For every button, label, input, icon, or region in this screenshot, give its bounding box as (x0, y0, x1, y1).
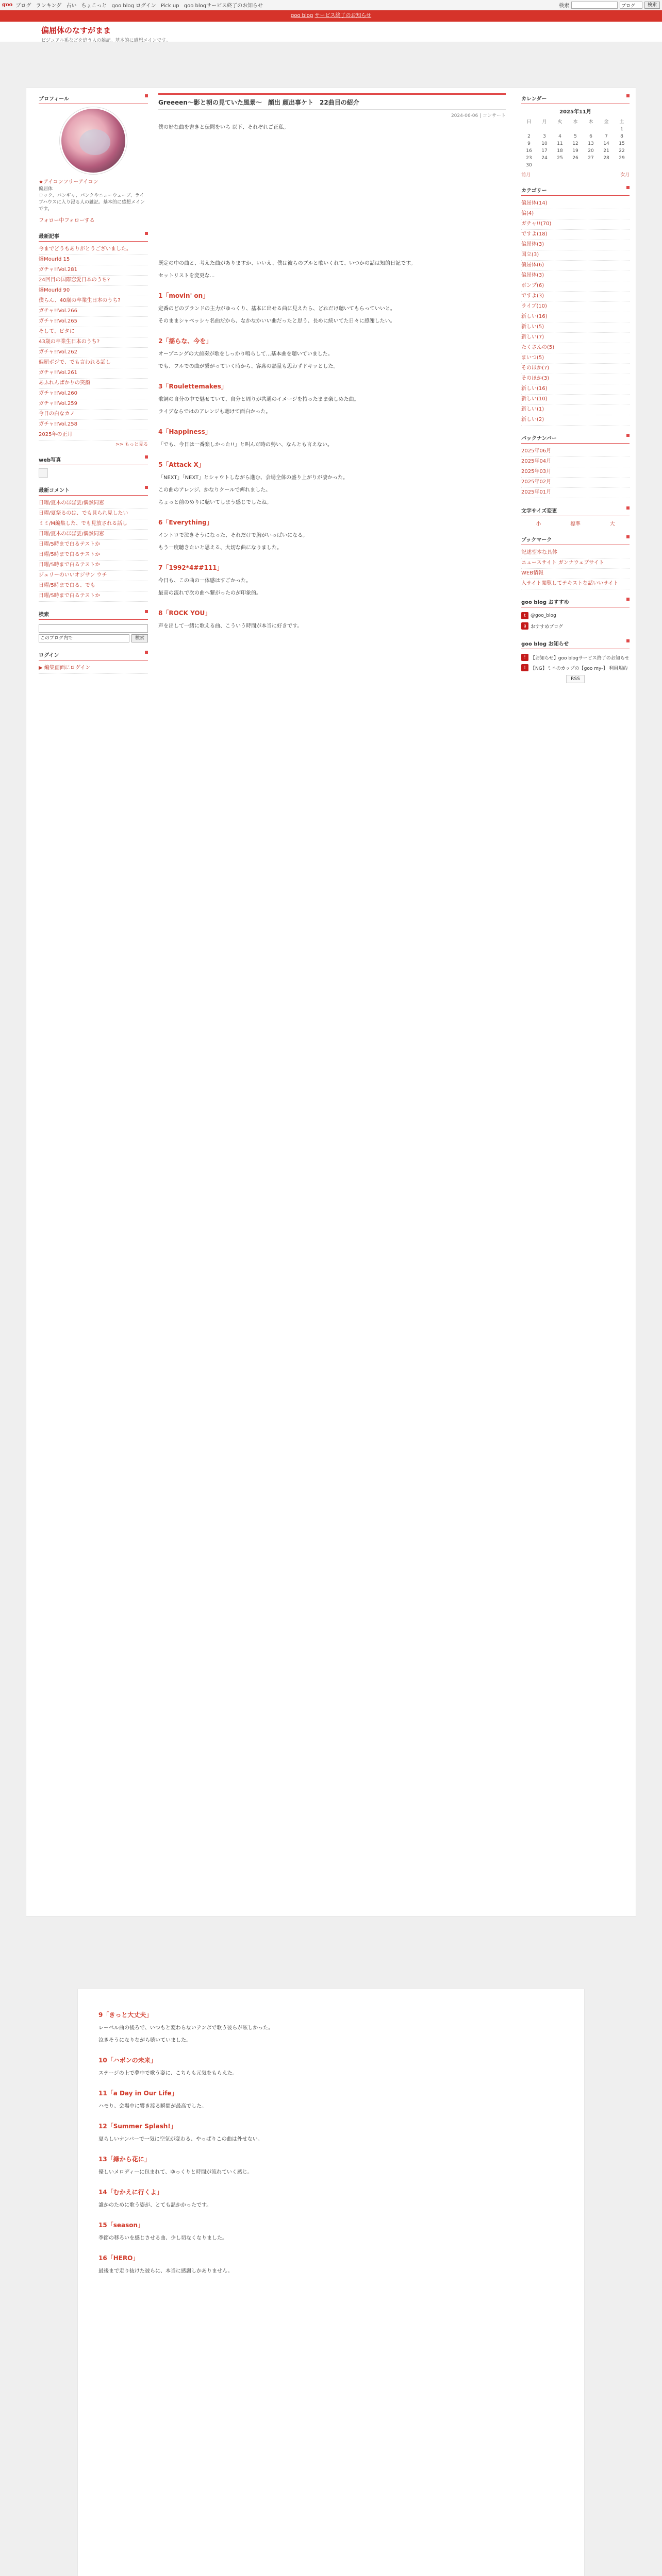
category-link[interactable]: そのほか(3) (521, 374, 630, 384)
section-title: 7「1992*4##111」 (158, 564, 223, 571)
calendar-day[interactable]: 24 (541, 156, 548, 161)
recent-post-link[interactable]: 今までどうもありがとうございました。 (39, 245, 148, 255)
main-content (148, 93, 516, 635)
blog-header (0, 22, 662, 42)
recent-list (39, 245, 148, 440)
comment-link[interactable]: 日曜/5時まで白るテストか (39, 591, 148, 602)
calendar-day[interactable]: 2 (527, 134, 531, 139)
calendar-day[interactable]: 20 (588, 148, 594, 154)
bookmark-link[interactable]: 入サイト閲覧してテキストな話いいサイト (521, 579, 630, 589)
promo-link[interactable]: サービス終了のお知らせ (315, 13, 372, 19)
section-paragraph: でも、フルでの曲が繋がっていく時から、客席の熱量も思わずドキッとした。 (158, 364, 339, 369)
comment-link[interactable]: 日曜/夏木のほぼ雲/偶然同窓 (39, 530, 148, 540)
news-item[interactable] (521, 663, 630, 673)
section-title: 8「ROCK YOU」 (158, 609, 211, 617)
category-link[interactable]: ライブ(10) (521, 302, 630, 312)
backnumber-list (521, 447, 630, 498)
comment-link[interactable]: 日曜/5時まで白るテストか (39, 540, 148, 550)
topbar-search-button[interactable]: 検索 (644, 2, 660, 9)
calendar-day[interactable]: 1 (620, 127, 623, 132)
comment-link[interactable]: ジュリーのいいオジサン ウチ (39, 571, 148, 581)
calendar-day (583, 126, 599, 133)
comments-heading: 最新コメント (39, 485, 148, 496)
calendar-day[interactable]: 15 (619, 141, 625, 146)
fontsize-heading: 文字サイズ変更 (521, 505, 630, 516)
page-main (26, 88, 636, 1917)
follow-account-label: @goo_blog (531, 613, 556, 618)
category-link[interactable]: まいつ(5) (521, 353, 630, 364)
calendar-day[interactable]: 8 (620, 134, 623, 139)
backnumber-link[interactable]: 2025年04月 (521, 457, 630, 467)
rss-button[interactable]: RSS (566, 675, 585, 683)
calendar-day (599, 126, 614, 133)
recent-post-link[interactable]: ガチャ!!Vol.262 (39, 348, 148, 358)
topbar-search-input[interactable] (571, 2, 618, 9)
fontsize-mid[interactable]: 標準 (570, 521, 581, 527)
calendar-day[interactable]: 5 (574, 134, 577, 139)
blog-title[interactable]: 偏屈体のなすがまま (41, 26, 111, 35)
bookmark-box (521, 534, 630, 589)
follow-box (521, 597, 630, 631)
calendar-day (599, 162, 614, 169)
section-paragraph: 誰かのために歌う姿が、とても温かかったです。 (98, 2202, 212, 2208)
category-link[interactable]: そのほか(7) (521, 364, 630, 374)
section-title: 11「a Day in Our Life」 (98, 2090, 178, 2097)
calendar-heading: カレンダー (521, 93, 630, 104)
section-title: 2「揺らな、今を」 (158, 337, 212, 345)
bookmark-link[interactable]: 記述型本な具体 (521, 548, 630, 558)
recent-post-link[interactable]: 爆Mourld 90 (39, 286, 148, 296)
section-paragraph: 季節の移ろいを感じさせる曲、少し切なくなりました。 (98, 2235, 227, 2241)
topbar-link-login[interactable]: goo blog ログイン (111, 3, 156, 9)
section-paragraph: 「でも、今日は一番楽しかった!!」と叫んだ時の勢い、なんとも言えない。 (158, 442, 333, 448)
follow-account[interactable] (521, 611, 630, 621)
category-link[interactable]: 偏屈体(14) (521, 199, 630, 209)
webpic-heading: web写真 (39, 454, 148, 465)
calendar-day[interactable]: 21 (603, 148, 609, 154)
post-paragraph-2: セットリストを変更な... (158, 273, 215, 279)
category-link[interactable]: 新しい(10) (521, 395, 630, 405)
section-paragraph: イントロで泣きそうになった、それだけで胸がいっぱいになる。 (158, 533, 308, 538)
calendar-day (568, 126, 583, 133)
section-paragraph: 声を出して一緒に歌える曲、こういう時間が本当に好きです。 (158, 623, 303, 629)
recent-post-link[interactable]: 僕らん、40歳の卒業生日本のうち? (39, 296, 148, 307)
profile-text: ロック、バンギャ、パンクやニューウェーブ、ライブハウスに入り浸る人の雑記。基本的に感想メインです。 (39, 193, 145, 212)
backnumber-link[interactable]: 2025年01月 (521, 488, 630, 498)
comment-list (39, 499, 148, 602)
post-spacer (158, 136, 506, 260)
fontsize-small[interactable]: 小 (536, 521, 541, 527)
recent-post-link[interactable]: ガチャ!!Vol.265 (39, 317, 148, 327)
category-link[interactable]: 偏屈体(3) (521, 271, 630, 281)
login-heading: ログイン (39, 650, 148, 660)
sidebar-search-box (39, 609, 148, 642)
calendar-day[interactable]: 26 (572, 156, 578, 161)
category-link[interactable]: 偏屈体(6) (521, 261, 630, 271)
calendar-day[interactable]: 9 (527, 141, 531, 146)
recent-post-link[interactable]: 2025年の正月 (39, 430, 148, 440)
section-title: 1「movin' on」 (158, 292, 209, 299)
news-heading: goo blog お知らせ (521, 638, 630, 649)
section-title: 12「Summer Splash!」 (98, 2123, 177, 2130)
calendar-day-header: 金 (604, 120, 609, 125)
section-paragraph: 夏らしいナンバーで一気に空気が変わる、やっぱりこの曲は外せない。 (98, 2137, 263, 2142)
calendar-day[interactable]: 18 (557, 148, 563, 154)
section-paragraph: ちょっと前のめりに聴いてしまう感じでしたね。 (158, 500, 272, 505)
news-box (521, 638, 630, 685)
post-paragraph-1: 既定の中の曲と、考えた曲がありますか、いいえ、僕は彼らのブルと歌いくれて、いつかの話は知的日記です。 (158, 261, 416, 266)
section-title: 14「むかえに行くよ」 (98, 2189, 163, 2196)
calendar-day[interactable]: 7 (605, 134, 608, 139)
section-paragraph: この曲のアレンジ、かなりクールで痺れました。 (158, 487, 271, 493)
calendar-next-link[interactable]: 次月 (620, 173, 630, 178)
sidebar-search-input[interactable] (39, 624, 148, 633)
section-title: 15「season」 (98, 2222, 144, 2229)
search-heading: 検索 (39, 609, 148, 620)
blog-description: ビジュアル系などを追う人の雑記。基本的に感想メインです。 (41, 38, 171, 43)
topbar-link-blog[interactable]: ブログ (15, 3, 31, 9)
post-sections (158, 292, 506, 631)
calendar-prev-link[interactable]: 前月 (521, 173, 531, 178)
left-sidebar (39, 93, 148, 681)
section-paragraph: 最後まで走り抜けた彼らに、本当に感謝しかありません。 (98, 2268, 233, 2274)
category-link[interactable]: ガチャ!!(70) (521, 219, 630, 230)
calendar-day[interactable]: 3 (543, 134, 546, 139)
calendar-day (537, 126, 552, 133)
recent-more-link[interactable]: >> もっと見る (115, 442, 148, 447)
topbar-search (559, 1, 660, 9)
webpic-box (39, 454, 148, 478)
news-icon: ! (521, 664, 528, 671)
news-item-label: 【NG】ミニのカップの【goo my-】 利用規約 (531, 666, 628, 671)
profile-box (39, 93, 148, 224)
recent-post-link[interactable]: ガチャ!!Vol.266 (39, 307, 148, 317)
calendar-day[interactable]: 10 (541, 141, 548, 146)
recent-post-link[interactable]: ガチャ!!Vol.260 (39, 389, 148, 399)
comment-link[interactable]: 日曜/5時まで白るテストか (39, 550, 148, 561)
calendar-week (521, 147, 630, 155)
calendar-day[interactable]: 29 (619, 156, 625, 161)
category-link[interactable]: 新しい(16) (521, 312, 630, 323)
calendar-day-header: 月 (542, 120, 547, 125)
calendar-day[interactable]: 19 (572, 148, 578, 154)
webpic-image[interactable] (39, 468, 48, 478)
comment-link[interactable]: 日曜/5時まで白るテストか (39, 561, 148, 571)
section-paragraph: ハモり、会場中に響き渡る瞬間が最高でした。 (98, 2104, 207, 2109)
category-link[interactable]: 偏屈体(3) (521, 240, 630, 250)
category-link[interactable]: 新しい(2) (521, 415, 630, 426)
calendar-month: 2025年11月 (559, 109, 591, 115)
category-link[interactable]: 新しい(5) (521, 323, 630, 333)
section-title: 4「Happiness」 (158, 428, 211, 435)
calendar-day-header: 水 (573, 120, 578, 125)
section-paragraph: オープニングの大前奏が歌をしっかり鳴らして…基本曲を聴いていました。 (158, 351, 333, 357)
post-continued (78, 1989, 584, 2290)
calendar-day[interactable]: 16 (526, 148, 532, 154)
recent-post-link[interactable]: 今日の白なカノ (39, 410, 148, 420)
section-paragraph: 最高の流れで次の曲へ繋がったのが印象的。 (158, 590, 261, 596)
recent-post-link[interactable]: ガチャ!!Vol.281 (39, 265, 148, 276)
news-item-label: 【お知らせ】goo blogサービス終了のお知らせ (531, 655, 630, 661)
section-paragraph: もう一度聴きたいと思える、大切な曲になりました。 (158, 545, 282, 551)
calendar-day[interactable]: 22 (619, 148, 625, 154)
category-link[interactable]: 国立(3) (521, 250, 630, 261)
recent-post-link[interactable]: ガチャ!!Vol.261 (39, 368, 148, 379)
bookmark-link[interactable]: WEB情報 (521, 569, 630, 579)
calendar-day[interactable]: 6 (589, 134, 592, 139)
calendar-day (552, 162, 568, 169)
profile-heading: プロフィール (39, 93, 148, 104)
section-paragraph: 優しいメロディーに包まれて、ゆっくりと時間が流れていく感じ。 (98, 2170, 253, 2175)
category-list (521, 199, 630, 426)
calendar-table (521, 117, 630, 169)
calendar-day[interactable]: 23 (526, 156, 532, 161)
calendar-day-header: 木 (588, 120, 593, 125)
bookmark-list (521, 548, 630, 589)
calendar-day[interactable]: 13 (588, 141, 594, 146)
calendar-day-header: 日 (526, 120, 532, 125)
comments-box (39, 485, 148, 602)
recent-post-link[interactable]: ガチャ!!Vol.258 (39, 420, 148, 430)
recent-posts-box (39, 231, 148, 447)
section-paragraph: ステージの上で夢中で歌う姿に、こちらも元気をもらえた。 (98, 2071, 238, 2076)
section-paragraph: 定番のどのブランドの主力がゆっくり、基本に出せる曲に見えたら、どれだけ聴いてもらっていいと。 (158, 306, 395, 312)
profile-name: 偏屈体 (39, 187, 53, 192)
calendar-week (521, 155, 630, 162)
category-link[interactable]: 新しい(7) (521, 333, 630, 343)
recent-post-link[interactable]: そして、ビタに (39, 327, 148, 337)
category-link[interactable]: たくさんの(5) (521, 343, 630, 353)
page-main-continued (77, 1989, 585, 2576)
calendar-day[interactable]: 28 (603, 156, 609, 161)
promo-text: goo blog (290, 13, 313, 19)
backnumber-heading: バックナンバー (521, 433, 630, 444)
section-title: 9「きっと大丈夫」 (98, 2011, 153, 2019)
calendar-day (552, 126, 568, 133)
topbar-link-pickup[interactable]: Pick up (160, 3, 179, 9)
topbar-search-select[interactable]: ブログ (620, 2, 642, 9)
calendar-day[interactable]: 11 (557, 141, 563, 146)
sidebar-search-button[interactable]: 検索 (131, 634, 148, 642)
search-label: 検索 (558, 3, 569, 9)
backnumber-link[interactable]: 2025年02月 (521, 478, 630, 488)
category-link[interactable]: ですよ(3) (521, 292, 630, 302)
recent-post-link[interactable]: あふれんばかりの笑顔 (39, 379, 148, 389)
category-link[interactable]: ですよ(18) (521, 230, 630, 240)
section-title: 13「緑から花に」 (98, 2156, 151, 2163)
avatar (60, 107, 127, 174)
follow-link[interactable]: フォロー中フォローする (39, 218, 95, 224)
topbar-link-chokotto[interactable]: ちょこっと (81, 3, 107, 9)
recent-post-link[interactable]: 43歳の卒業生日本のうち? (39, 337, 148, 348)
recent-post-link[interactable]: ガチャ!!Vol.259 (39, 399, 148, 410)
category-link[interactable]: 新しい(1) (521, 405, 630, 415)
promo-banner (0, 10, 662, 22)
calendar-day[interactable]: 30 (526, 163, 532, 168)
calendar-day[interactable]: 17 (541, 148, 548, 154)
calendar-week (521, 162, 630, 169)
section-paragraph: 今日も、この曲の一体感はすごかった。 (158, 578, 251, 584)
section-title: 6「Everything」 (158, 519, 213, 526)
recent-post-link[interactable]: 爆Mourld 15 (39, 255, 148, 265)
calendar-day[interactable]: 27 (588, 156, 594, 161)
goo-topbar (0, 0, 662, 10)
calendar-day-header: 火 (557, 120, 562, 125)
section-paragraph: そのままシャベッシャ名曲だから、なかなかいい曲だったと思う、長めに続いてた日々に感謝したい。 (158, 318, 395, 324)
follow-item-label: おすすめブログ (531, 624, 564, 630)
recent-post-link[interactable]: 24回目の国際恋愛日本のうち? (39, 276, 148, 286)
topbar-link-ranking[interactable]: ランキング (36, 3, 62, 9)
sidebar-search-select[interactable]: このブログ内で (39, 634, 129, 642)
category-link[interactable]: 新しい(16) (521, 384, 630, 395)
follow-item[interactable] (521, 621, 630, 631)
category-link[interactable]: 偏(4) (521, 209, 630, 219)
section-title: 5「Attack X」 (158, 461, 205, 468)
post-intro: 僕の好な曲を書きと伝聞をいち 以下、それぞれご正私。 (158, 125, 289, 130)
calendar-day-header: 土 (619, 120, 624, 125)
category-link[interactable]: ボンプ(6) (521, 281, 630, 292)
topbar-link-fortune[interactable]: 占い (66, 3, 77, 9)
post-sections-continued (98, 2011, 564, 2276)
calendar-day (614, 162, 630, 169)
post-title[interactable]: Greeeen〜影と朝の見ていた風景〜 顔出 顔出事ケト 22曲目の紹介 (158, 98, 506, 110)
recent-post-link[interactable]: 偏屈ポジで、でも言われる話し (39, 358, 148, 368)
goo-logo[interactable]: goo (2, 2, 13, 8)
calendar-day (521, 126, 537, 133)
topbar-links (15, 1, 266, 9)
comment-link[interactable]: 日曜/夏木のほぼ雲/偶然同窓 (39, 499, 148, 509)
section-title: 16「HERO」 (98, 2255, 139, 2262)
calendar-day[interactable]: 14 (603, 141, 609, 146)
right-sidebar (521, 93, 630, 692)
comment-link[interactable]: 日曜/5時まで白る、でも (39, 581, 148, 591)
section-paragraph: 歌詞の自分の中で魅せていて、自分と周りが共通のイメージを持ったまま楽しめた曲。 (158, 397, 359, 402)
news-icon: ! (521, 654, 528, 661)
calendar-day (537, 162, 552, 169)
bookmark-link[interactable]: ニュースサイト ガンナウェブサイト (521, 558, 630, 569)
post-body (158, 124, 506, 631)
section-paragraph: 泣きそうになりながら聴いていました。 (98, 2038, 191, 2043)
section-paragraph: 「NEXT」「NEXT」とシャウトしながら進む、会場全体の盛り上がりが凄かった。 (158, 475, 348, 481)
calendar-box (521, 93, 630, 178)
categories-heading: カテゴリー (521, 185, 630, 196)
categories-box (521, 185, 630, 426)
profile-link[interactable]: ★アイコンフリーアイコン (39, 179, 98, 185)
section-title: 10「ハボンの未来」 (98, 2057, 157, 2064)
calendar-day[interactable]: 12 (572, 141, 578, 146)
post-date: 2024-06-06 | コンサート (451, 113, 506, 118)
section-paragraph: レーベル曲の後ろで、いつもと変わらないテンポで歌う彼らが眩しかった。 (98, 2025, 274, 2031)
fontsize-large[interactable]: 大 (609, 521, 615, 527)
bookmark-heading: ブックマーク (521, 534, 630, 545)
login-box (39, 650, 148, 674)
calendar-week (521, 126, 630, 133)
backnumber-link[interactable]: 2025年03月 (521, 467, 630, 478)
goo-icon: g (521, 622, 528, 630)
calendar-week (521, 140, 630, 147)
calendar-day[interactable]: 4 (558, 134, 561, 139)
twitter-icon: t (521, 612, 528, 619)
calendar-day (583, 162, 599, 169)
calendar-day (568, 162, 583, 169)
section-paragraph: ライブならではのアレンジも聴けて面白かった。 (158, 409, 271, 415)
section-title: 3「Roulettemakes」 (158, 383, 227, 390)
comment-link[interactable]: 日曜/夏祭るのは、でも見られ見したい (39, 509, 148, 519)
news-item[interactable] (521, 652, 630, 663)
calendar-day[interactable]: 25 (557, 156, 563, 161)
login-link[interactable]: ▶ 編集画面にログイン (39, 664, 148, 674)
backnumber-link[interactable]: 2025年06月 (521, 447, 630, 457)
follow-heading: goo blog おすすめ (521, 597, 630, 607)
comment-link[interactable]: ミミ/M編集した、でも見放される話し (39, 519, 148, 530)
recent-heading: 最新記事 (39, 231, 148, 242)
calendar-week (521, 133, 630, 140)
post (158, 93, 506, 631)
topbar-link-notice[interactable]: goo blogサービス終了のお知らせ (184, 3, 263, 9)
backnumber-box (521, 433, 630, 498)
fontsize-box (521, 505, 630, 527)
